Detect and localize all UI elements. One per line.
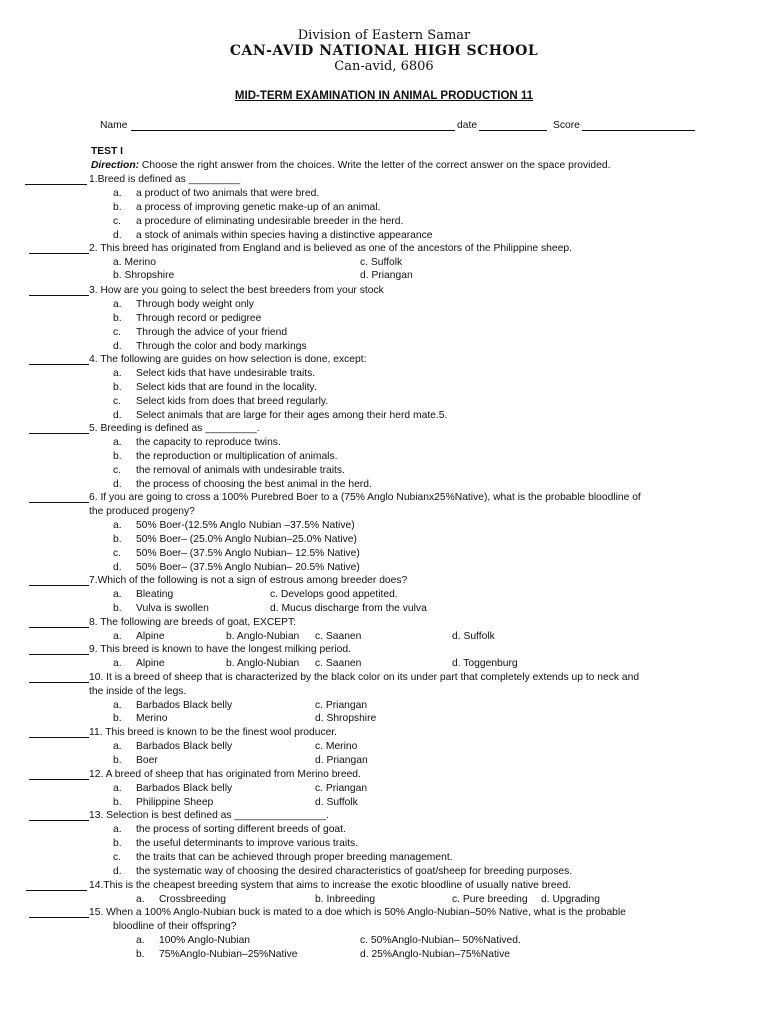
q12-letter-a: a. xyxy=(113,783,122,794)
question-15: 15. When a 100% Anglo-Nubian buck is mated to a doe which is 50% Anglo-Nubian–50% Native, what is the probable xyxy=(89,907,626,918)
q11-choice-c: c. Merino xyxy=(315,741,358,752)
q15-choice-b: 75%Anglo-Nubian–25%Native xyxy=(159,949,298,960)
q1-letter-b: b. xyxy=(113,202,122,213)
q8-choice-b: b. Anglo-Nubian xyxy=(226,631,300,642)
q6-choice-c: 50% Boer– (37.5% Anglo Nubian– 12.5% Native) xyxy=(136,548,360,559)
school-name: CAN-AVID NATIONAL HIGH SCHOOL xyxy=(229,43,539,59)
question-7: 7.Which of the following is not a sign of estrous among breeder does? xyxy=(89,575,408,586)
q10-choice-c: c. Priangan xyxy=(315,700,368,711)
q3-choice-d: Through the color and body markings xyxy=(136,341,307,352)
q5-letter-c: c. xyxy=(113,465,122,476)
q15-letter-b: b. xyxy=(136,949,145,960)
q4-choice-c: Select kids from does that breed regularly. xyxy=(136,396,329,407)
q13-letter-c: c. xyxy=(113,852,122,863)
q5-choice-a: the capacity to reproduce twins. xyxy=(136,437,281,448)
q4-letter-d: d. xyxy=(113,410,122,421)
q5-letter-b: b. xyxy=(113,451,122,462)
q7-choice-b: Vulva is swollen xyxy=(136,603,209,614)
q14-letter-a: a. xyxy=(136,894,145,905)
q2-choice-b: b. Shropshire xyxy=(113,270,175,281)
q5-choice-d: the process of choosing the best animal in the herd. xyxy=(136,479,372,490)
answer-blank-15[interactable] xyxy=(29,917,89,918)
q11-choice-d: d. Priangan xyxy=(315,755,368,766)
q10-choice-d: d. Shropshire xyxy=(315,713,377,724)
q8-choice-d: d. Suffolk xyxy=(452,631,495,642)
q3-letter-d: d. xyxy=(113,341,122,352)
q12-choice-c: c. Priangan xyxy=(315,783,368,794)
name-label: Name xyxy=(100,120,128,131)
q1-letter-a: a. xyxy=(113,188,122,199)
q13-choice-b: the useful determinants to improve various traits. xyxy=(136,838,359,849)
q1-letter-c: c. xyxy=(113,216,122,227)
q6-letter-a: a. xyxy=(113,520,122,531)
q11-choice-b: Boer xyxy=(136,755,158,766)
school-address: Can-avid, 6806 xyxy=(334,59,434,74)
q15-choice-c: c. 50%Anglo-Nubian– 50%Natived. xyxy=(360,935,521,946)
q3-choice-c: Through the advice of your friend xyxy=(136,327,288,338)
direction-text: Choose the right answer from the choices. Write the letter of the correct answer on the space provided. xyxy=(139,160,611,171)
q13-choice-c: the traits that can be achieved through proper breeding management. xyxy=(136,852,453,863)
q4-choice-d: Select animals that are large for their ages among their herd mate.5. xyxy=(136,410,448,421)
answer-blank-4[interactable] xyxy=(29,364,89,365)
q9-choice-b: b. Anglo-Nubian xyxy=(226,658,300,669)
question-3: 3. How are you going to select the best breeders from your stock xyxy=(89,285,384,296)
q15-letter-a: a. xyxy=(136,935,145,946)
q5-choice-c: the removal of animals with undesirable traits. xyxy=(136,465,345,476)
q2-choice-c: c. Suffolk xyxy=(360,257,403,268)
q4-choice-b: Select kids that are found in the locality. xyxy=(136,382,317,393)
answer-blank-6[interactable] xyxy=(29,502,89,503)
q3-choice-b: Through record or pedigree xyxy=(136,313,262,324)
q12-choice-b: Philippine Sheep xyxy=(136,797,214,808)
division-name: Division of Eastern Samar xyxy=(297,28,471,43)
q10-letter-a: a. xyxy=(113,700,122,711)
q3-choice-a: Through body weight only xyxy=(136,299,254,310)
answer-blank-9[interactable] xyxy=(29,654,89,655)
score-label: Score xyxy=(553,120,580,131)
question-9: 9. This breed is known to have the longest milking period. xyxy=(89,644,351,655)
q4-letter-c: c. xyxy=(113,396,122,407)
q1-choice-a: a product of two animals that were bred. xyxy=(136,188,320,199)
q9-letter-a: a. xyxy=(113,658,122,669)
q13-letter-b: b. xyxy=(113,838,122,849)
score-field[interactable] xyxy=(582,130,695,131)
answer-blank-2[interactable] xyxy=(29,253,89,254)
q7-choice-a: Bleating xyxy=(136,589,174,600)
q13-letter-d: d. xyxy=(113,866,122,877)
q13-choice-a: the process of sorting different breeds of goat. xyxy=(136,824,346,835)
q11-letter-a: a. xyxy=(113,741,122,752)
question-6: 6. If you are going to cross a 100% Purebred Boer to a (75% Anglo Nubianx25%Native), what is the probable bloodline of xyxy=(89,492,641,503)
question-12: 12. A breed of sheep that has originated from Merino breed. xyxy=(89,769,361,780)
q14-choice-c: c. Pure breeding xyxy=(452,894,528,905)
answer-blank-1[interactable] xyxy=(25,184,87,185)
q5-choice-b: the reproduction or multiplication of animals. xyxy=(136,451,338,462)
question-14: 14.This is the cheapest breeding system that aims to increase the exotic bloodline of usually native breed. xyxy=(89,880,571,891)
q11-letter-b: b. xyxy=(113,755,122,766)
q9-choice-d: d. Toggenburg xyxy=(452,658,518,669)
q8-letter-a: a. xyxy=(113,631,122,642)
q3-letter-c: c. xyxy=(113,327,122,338)
q10-choice-a: Barbados Black belly xyxy=(136,700,233,711)
q4-letter-b: b. xyxy=(113,382,122,393)
test-label: TEST I xyxy=(91,146,124,157)
q12-choice-d: d. Suffolk xyxy=(315,797,358,808)
name-field[interactable] xyxy=(131,130,455,131)
q14-choice-a: Crossbreeding xyxy=(159,894,226,905)
question-4: 4. The following are guides on how selection is done, except: xyxy=(89,354,367,365)
q8-choice-a: Alpine xyxy=(136,631,165,642)
q14-choice-b: b. Inbreeding xyxy=(315,894,376,905)
q13-choice-d: the systematic way of choosing the desired characteristics of goat/sheep for breeding purposes. xyxy=(136,866,573,877)
direction xyxy=(91,159,610,172)
q1-choice-b: a process of improving genetic make-up of an animal. xyxy=(136,202,381,213)
q3-letter-a: a. xyxy=(113,299,122,310)
q2-choice-a: a. Merino xyxy=(113,257,156,268)
q6-letter-c: c. xyxy=(113,548,122,559)
q9-choice-a: Alpine xyxy=(136,658,165,669)
q12-letter-b: b. xyxy=(113,797,122,808)
question-6-cont: the produced progeny? xyxy=(89,506,195,517)
q5-letter-d: d. xyxy=(113,479,122,490)
question-10-cont: the inside of the legs. xyxy=(89,686,187,697)
q1-letter-d: d. xyxy=(113,230,122,241)
answer-blank-7[interactable] xyxy=(29,585,89,586)
q6-choice-a: 50% Boer-(12.5% Anglo Nubian –37.5% Native) xyxy=(136,520,355,531)
q11-choice-a: Barbados Black belly xyxy=(136,741,233,752)
q7-letter-b: b. xyxy=(113,603,122,614)
q15-choice-d: d. 25%Anglo-Nubian–75%Native xyxy=(360,949,510,960)
q10-choice-b: Merino xyxy=(136,713,168,724)
q6-choice-b: 50% Boer– (25.0% Anglo Nubian–25.0% Native) xyxy=(136,534,357,545)
question-8: 8. The following are breeds of goat, EXCEPT: xyxy=(89,617,297,628)
q3-letter-b: b. xyxy=(113,313,122,324)
answer-blank-3[interactable] xyxy=(29,295,89,296)
question-15-cont: bloodline of their offspring? xyxy=(113,921,237,932)
q6-letter-b: b. xyxy=(113,534,122,545)
question-11: 11. This breed is known to be the finest wool producer. xyxy=(89,727,338,738)
q5-letter-a: a. xyxy=(113,437,122,448)
q7-choice-d: d. Mucus discharge from the vulva xyxy=(270,603,427,614)
answer-blank-13[interactable] xyxy=(29,820,89,821)
q12-choice-a: Barbados Black belly xyxy=(136,783,233,794)
answer-blank-5[interactable] xyxy=(29,433,89,434)
exam-title: MID-TERM EXAMINATION IN ANIMAL PRODUCTION 11 xyxy=(234,90,534,102)
question-13: 13. Selection is best defined as ________________. xyxy=(89,810,329,821)
answer-blank-14[interactable] xyxy=(26,890,87,891)
date-label: date xyxy=(457,120,478,131)
question-5: 5. Breeding is defined as _________. xyxy=(89,423,260,434)
answer-blank-12[interactable] xyxy=(29,779,89,780)
q1-choice-c: a procedure of eliminating undesirable breeder in the herd. xyxy=(136,216,404,227)
q14-choice-d: d. Upgrading xyxy=(541,894,600,905)
q13-letter-a: a. xyxy=(113,824,122,835)
q6-letter-d: d. xyxy=(113,562,122,573)
date-field[interactable] xyxy=(479,130,547,131)
answer-blank-10[interactable] xyxy=(29,682,89,683)
answer-blank-8[interactable] xyxy=(29,627,89,628)
q6-choice-d: 50% Boer– (37.5% Anglo Nubian– 20.5% Native) xyxy=(136,562,360,573)
q9-choice-c: c. Saanen xyxy=(315,658,362,669)
q7-letter-a: a. xyxy=(113,589,122,600)
direction-label: Direction: xyxy=(91,160,140,171)
question-2: 2. This breed has originated from England and is believed as one of the ancestors of the Philippine sheep. xyxy=(89,243,572,254)
question-1: 1.Breed is defined as _________ xyxy=(89,174,241,185)
q7-choice-c: c. Develops good appetited. xyxy=(270,589,398,600)
q10-letter-b: b. xyxy=(113,713,122,724)
q8-choice-c: c. Saanen xyxy=(315,631,362,642)
q4-letter-a: a. xyxy=(113,368,122,379)
q4-choice-a: Select kids that have undesirable traits. xyxy=(136,368,316,379)
question-10: 10. It is a breed of sheep that is characterized by the black color on its under part that completely extends up to neck and xyxy=(89,672,640,683)
q1-choice-d: a stock of animals within species having a distinctive appearance xyxy=(136,230,433,241)
answer-blank-11[interactable] xyxy=(29,737,89,738)
q15-choice-a: 100% Anglo-Nubian xyxy=(159,935,251,946)
q2-choice-d: d. Priangan xyxy=(360,270,413,281)
